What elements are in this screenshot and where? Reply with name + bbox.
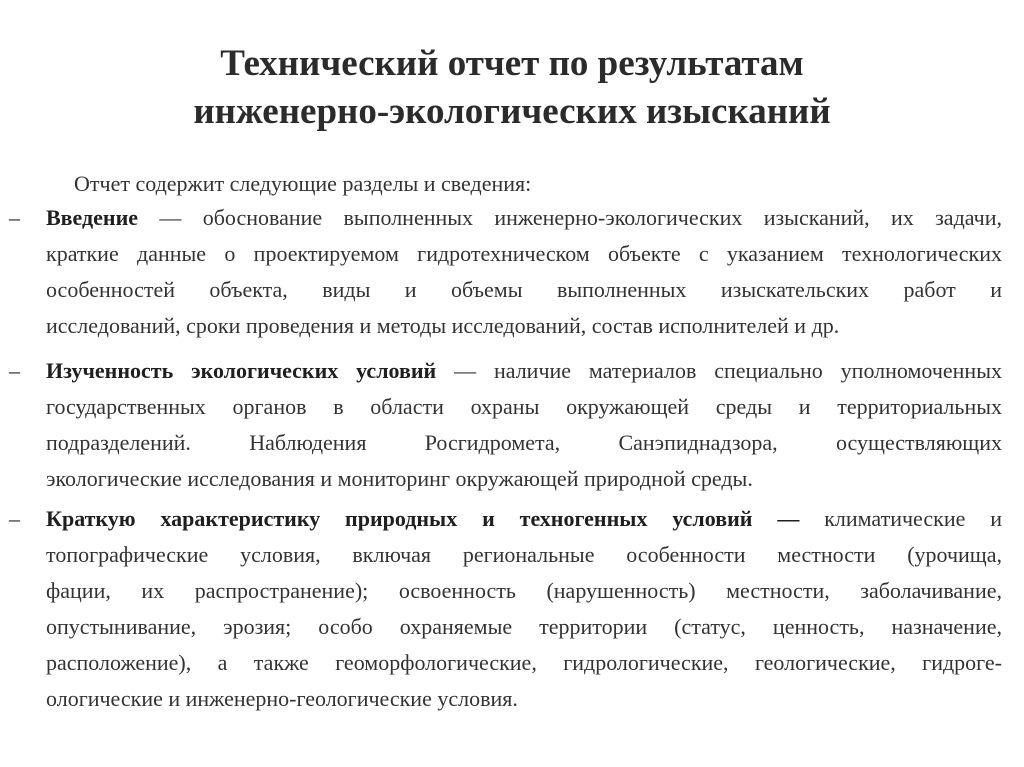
bullet-marker: – bbox=[9, 358, 20, 383]
intro-text: Отчет содержит следующие разделы и сведения: bbox=[74, 171, 532, 196]
bullet-line: государственных органов в области охраны окружающей среды и территориальных bbox=[46, 394, 1002, 419]
bullet-line bbox=[46, 353, 1002, 389]
bullet-line: ологические и инженерно-геологические условия. bbox=[46, 686, 518, 711]
bullet-line: исследований, сроки проведения и методы исследований, состав исполнителей и др. bbox=[46, 313, 840, 338]
bullet-line: расположение), а также геоморфологические, гидрологические, геологические, гидроге- bbox=[46, 650, 1002, 675]
bullet-lead: Введение bbox=[46, 205, 139, 230]
bullet-line: особенностей объекта, виды и объемы выполненных изыскательских работ и bbox=[46, 277, 1002, 302]
bullet-text: климатические и bbox=[799, 506, 1003, 531]
bullet-lead: Изученность экологических условий bbox=[46, 358, 437, 383]
bullet-line: опустынивание, эрозия; особо охраняемые территории (статус, ценность, назначение, bbox=[46, 614, 1002, 639]
slide-title bbox=[40, 40, 984, 136]
bullet-marker: – bbox=[9, 205, 20, 230]
bullet-line: фации, их распространение); освоенность (нарушенность) местности, заболачивание, bbox=[46, 578, 1002, 603]
bullet-line: экологические исследования и мониторинг окружающей природной среды. bbox=[46, 466, 753, 491]
bullet-marker: – bbox=[9, 506, 20, 531]
bullet-text: — обоснование выполненных инженерно-экологических изысканий, их задачи, bbox=[138, 205, 1002, 230]
bullet-lead: Краткую характеристику природных и техногенных условий — bbox=[46, 506, 800, 531]
title-line-2: инженерно-экологических изысканий bbox=[193, 91, 831, 132]
bullet-text: — наличие материалов специально уполномоченных bbox=[436, 358, 1002, 383]
bullet-line: подразделений. Наблюдения Росгидромета, Санэпиднадзора, осуществляющих bbox=[46, 430, 1002, 455]
bullet-line bbox=[46, 200, 1002, 236]
bullet-line: топографические условия, включая региональные особенности местности (урочища, bbox=[46, 542, 1002, 567]
bullet-line bbox=[46, 501, 1002, 537]
bullet-line: краткие данные о проектируемом гидротехническом объекте с указанием технологических bbox=[46, 241, 1002, 266]
title-line-1: Технический отчет по результатам bbox=[220, 43, 804, 84]
